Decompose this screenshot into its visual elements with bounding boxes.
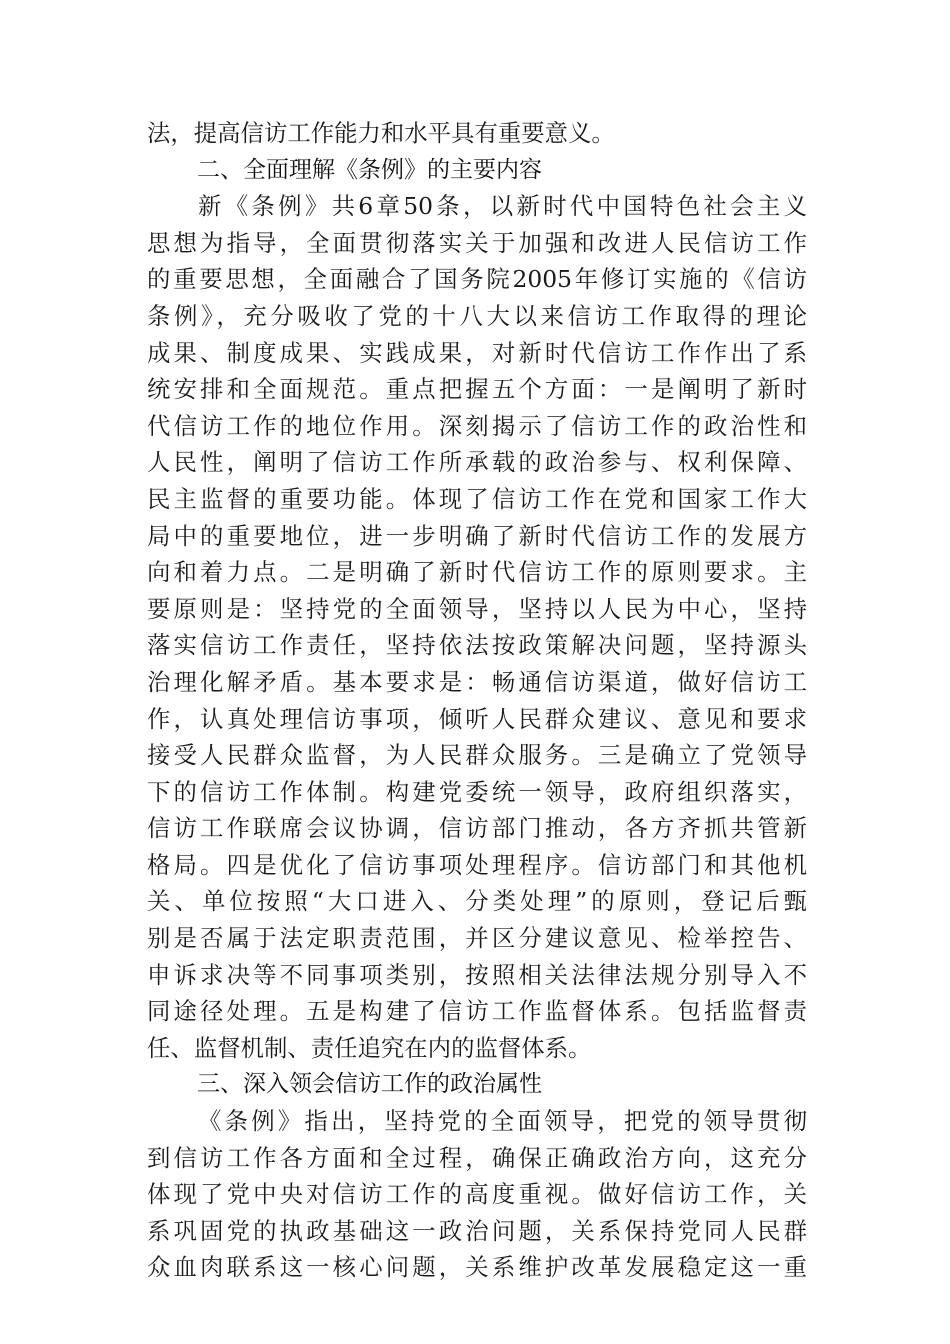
paragraph-line: 到信访工作各方面和全过程，确保正确政治方向，这充分	[147, 1143, 807, 1172]
paragraph-line: 系巩固党的执政基础这一政治问题，关系保持党同人民群	[147, 1216, 807, 1245]
paragraph-line: 要原则是：坚持党的全面领导，坚持以人民为中心，坚持	[147, 594, 807, 623]
paragraph-line: 作，认真处理信访事项，倾听人民群众建议、意见和要求	[147, 704, 807, 733]
section-heading: 三、深入领会信访工作的政治属性	[197, 1071, 542, 1098]
paragraph-line: 条例》，充分吸收了党的十八大以来信访工作取得的理论	[147, 301, 807, 330]
paragraph-line: 向和着力点。二是明确了新时代信访工作的原则要求。主	[147, 558, 807, 587]
paragraph-line: 的重要思想，全面融合了国务院2005年修订实施的《信访	[147, 265, 807, 294]
paragraph-line: 格局。四是优化了信访事项处理程序。信访部门和其他机	[147, 850, 807, 879]
paragraph-line: 代信访工作的地位作用。深刻揭示了信访工作的政治性和	[147, 411, 807, 440]
paragraph-line: 落实信访工作责任，坚持依法按政策解决问题，坚持源头	[147, 631, 807, 660]
paragraph-line: 治理化解矛盾。基本要求是：畅通信访渠道，做好信访工	[147, 667, 807, 696]
paragraph-line: 人民性，阐明了信访工作所承载的政治参与、权利保障、	[147, 448, 807, 477]
paragraph-line: 申诉求决等不同事项类别，按照相关法律法规分别导入不	[147, 960, 807, 989]
paragraph-line: 众血肉联系这一核心问题，关系维护改革发展稳定这一重	[147, 1253, 807, 1282]
paragraph-line: 关、单位按照“大口进入、分类处理”的原则，登记后甄	[147, 887, 807, 916]
paragraph-line: 统安排和全面规范。重点把握五个方面：一是阐明了新时	[147, 375, 807, 404]
paragraph-line: 成果、制度成果、实践成果，对新时代信访工作作出了系	[147, 338, 807, 367]
paragraph-line: 思想为指导，全面贯彻落实关于加强和改进人民信访工作	[147, 228, 807, 257]
paragraph-line: 任、监督机制、责任追究在内的监督体系。	[147, 1033, 592, 1062]
paragraph-line: 接受人民群众监督，为人民群众服务。三是确立了党领导	[147, 741, 807, 770]
paragraph-line: 下的信访工作体制。构建党委统一领导，政府组织落实，	[147, 777, 807, 806]
paragraph-line: 法，提高信访工作能力和水平具有重要意义。	[147, 119, 615, 147]
paragraph-line: 信访工作联席会议协调，信访部门推动，各方齐抓共管新	[147, 814, 807, 843]
paragraph-line: 体现了党中央对信访工作的高度重视。做好信访工作，关	[147, 1180, 807, 1209]
document-body	[147, 115, 807, 1286]
paragraph-line: 局中的重要地位，进一步明确了新时代信访工作的发展方	[147, 521, 807, 550]
paragraph-line: 新《条例》共6章50条，以新时代中国特色社会主义	[198, 192, 807, 221]
section-heading: 二、全面理解《条例》的主要内容	[197, 156, 542, 183]
paragraph-line: 《条例》指出，坚持党的全面领导，把党的领导贯彻	[198, 1107, 807, 1136]
paragraph-line: 别是否属于法定职责范围，并区分建议意见、检举控告、	[147, 924, 807, 953]
paragraph-line: 同途径处理。五是构建了信访工作监督体系。包括监督责	[147, 997, 807, 1026]
paragraph-line: 民主监督的重要功能。体现了信访工作在党和国家工作大	[147, 484, 807, 513]
